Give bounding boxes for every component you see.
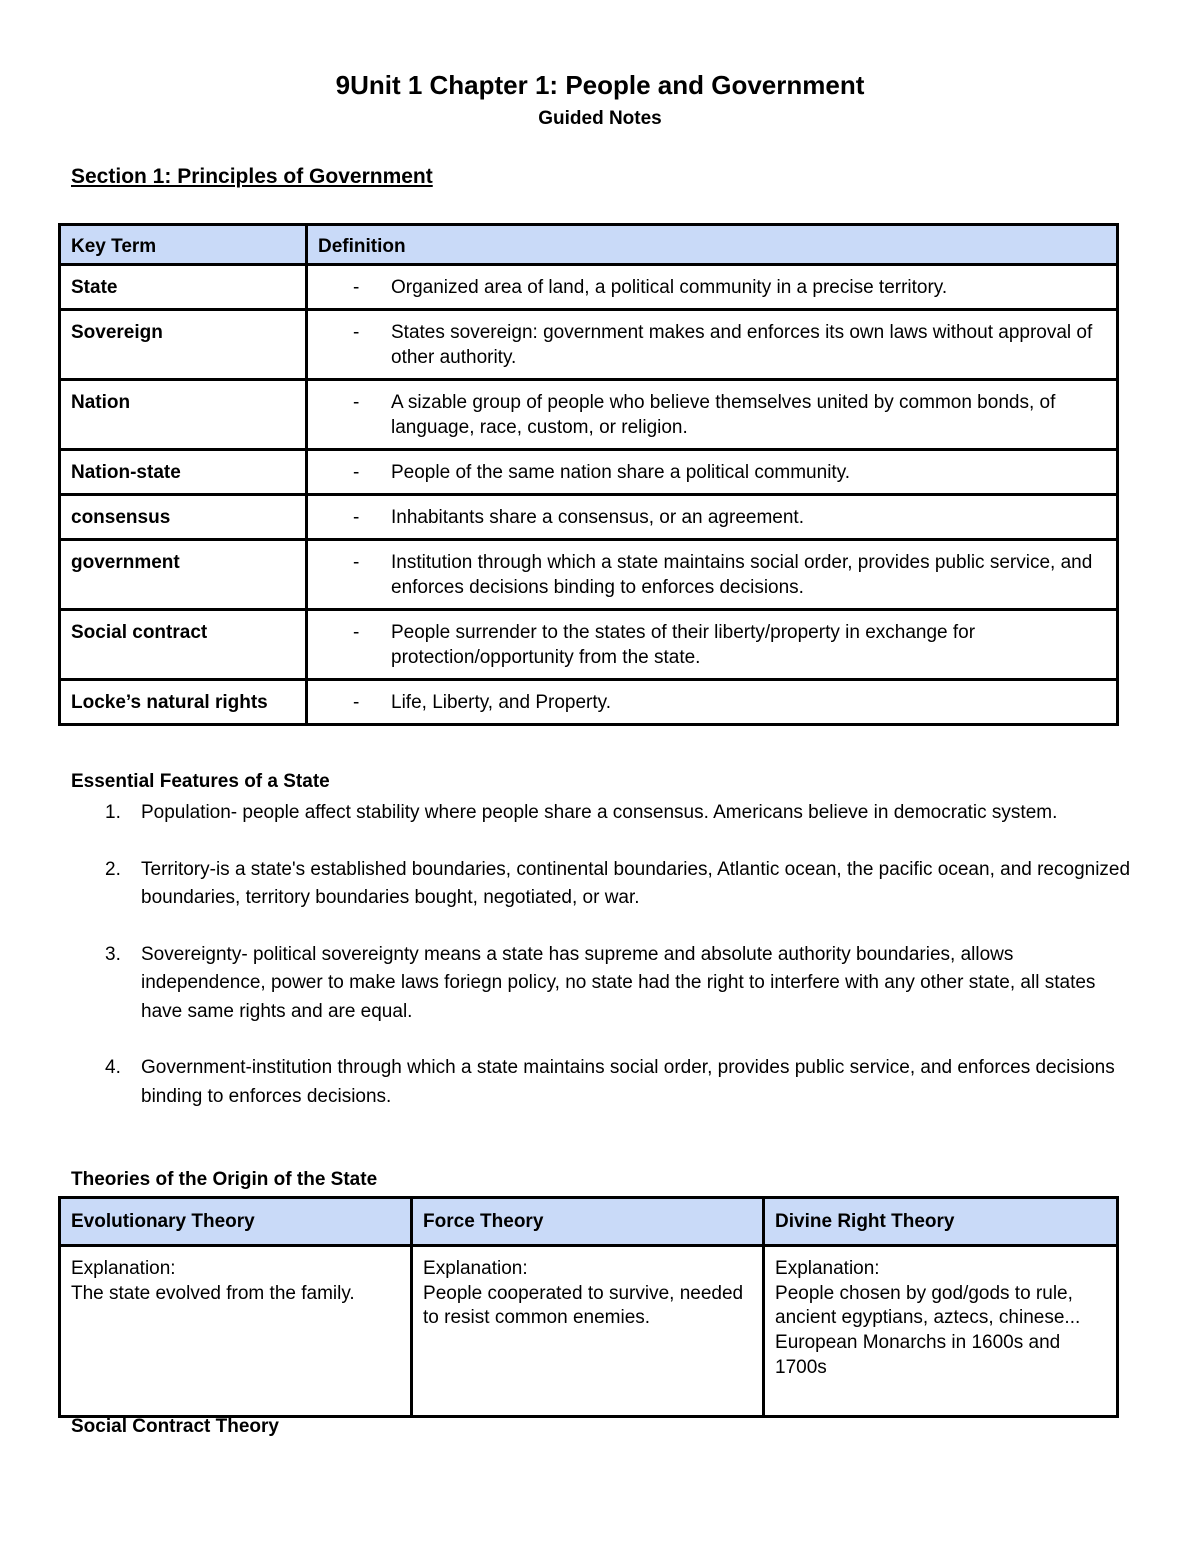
theories-heading: Theories of the Origin of the State [71,1169,378,1190]
list-number-wrap [71,799,141,828]
list-item [71,941,1131,1027]
key-term-column-header: Key Term [60,225,307,265]
definition-text: Inhabitants share a consensus, or an agreement. [391,507,804,528]
definition-text: States sovereign: government makes and enforces its own laws without approval of other authority. [391,322,1093,368]
explanation-text: The state evolved from the family. [71,1282,355,1304]
dash-bullet: - [353,322,360,343]
definition-text: Institution through which a state maintains social order, provides public service, and enforces decisions binding to enforces decisions. [391,552,1093,598]
explanation-text: European Monarchs in 1600s and 1700s [775,1332,1061,1378]
list-item [71,1054,1131,1111]
definition-cell [307,495,1118,540]
list-item-text: Government-institution through which a state maintains social order, provides public service, and enforces decisions binding to enforces decisions. [141,1057,1115,1107]
key-term-cell: consensus [60,495,307,540]
theory-cell [412,1246,764,1417]
definition-column-header: Definition [307,225,1118,265]
table-row [60,450,1118,495]
explanation-label: Explanation: [423,1258,528,1279]
key-term-cell: Nation-state [60,450,307,495]
theory-cell [60,1246,412,1417]
dash-bullet: - [353,692,360,713]
key-term-cell: Social contract [60,610,307,680]
theory-column-header: Divine Right Theory [764,1198,1118,1246]
definition-cell [307,450,1118,495]
list-number-wrap [71,941,141,1027]
definition-item [318,550,1106,600]
dash-bullet: - [353,392,360,413]
list-number: 2. [105,858,121,880]
table-row [60,495,1118,540]
theory-column-header: Evolutionary Theory [60,1198,412,1246]
list-item [71,799,1131,828]
list-number: 3. [105,943,121,965]
table-row [60,680,1118,725]
table-row [60,310,1118,380]
definition-text: Organized area of land, a political community in a precise territory. [391,277,948,298]
definition-cell [307,310,1118,380]
list-item-text: Population- people affect stability where people share a consensus. Americans believe in democratic system. [141,802,1058,823]
definition-text: People of the same nation share a political community. [391,462,851,483]
definition-item [318,390,1106,440]
definition-cell [307,680,1118,725]
list-number: 4. [105,1057,121,1078]
key-term-cell: government [60,540,307,610]
key-term-cell: Nation [60,380,307,450]
definition-cell [307,540,1118,610]
theories-table [58,1196,1119,1418]
table-row [60,1246,1118,1417]
list-item-text: Territory-is a state's established boundaries, continental boundaries, Atlantic ocean, the pacific ocean, and recognized boundaries, territory boundaries bought, negotiated, or war. [141,858,1131,908]
theory-cell [764,1246,1118,1417]
list-item-text: Sovereignty- political sovereignty means a state has supreme and absolute authority boundaries, allows independence, power to make laws foriegn policy, no state had the right to interfere with any other state, all states have same rights and are equal. [141,943,1096,1022]
dash-bullet: - [353,462,360,483]
dash-bullet: - [353,622,360,643]
definition-cell [307,610,1118,680]
page-title: 9Unit 1 Chapter 1: People and Government [335,70,865,100]
list-number: 1. [105,802,121,823]
dash-bullet: - [353,277,360,298]
definition-text: People surrender to the states of their liberty/property in exchange for protection/opportunity from the state. [391,622,976,668]
list-number-wrap [71,1054,141,1111]
list-number-wrap [71,856,141,913]
features-list [71,799,1131,1139]
explanation-label: Explanation: [71,1258,176,1279]
key-term-cell: Sovereign [60,310,307,380]
definition-cell [307,380,1118,450]
definition-text: A sizable group of people who believe themselves united by common bonds, of language, race, custom, or religion. [391,392,1056,438]
dash-bullet: - [353,552,360,573]
definition-item [318,690,1106,715]
table-header-row [60,225,1118,265]
table-row [60,265,1118,310]
table-header-row [60,1198,1118,1246]
definition-item [318,505,1106,530]
definition-text: Life, Liberty, and Property. [391,692,612,713]
dash-bullet: - [353,507,360,528]
table-row [60,540,1118,610]
features-heading: Essential Features of a State [71,771,330,792]
table-row [60,380,1118,450]
definition-cell [307,265,1118,310]
page-subtitle: Guided Notes [538,108,662,129]
theory-column-header: Force Theory [412,1198,764,1246]
definition-item [318,320,1106,370]
social-contract-heading: Social Contract Theory [71,1416,279,1437]
key-term-cell: State [60,265,307,310]
explanation-label: Explanation: [775,1258,880,1279]
list-item [71,856,1131,913]
definition-item [318,275,1106,300]
key-terms-table [58,223,1119,726]
key-term-cell: Locke’s natural rights [60,680,307,725]
explanation-text: People cooperated to survive, needed to resist common enemies. [423,1282,744,1329]
section-heading: Section 1: Principles of Government [71,165,433,188]
table-row [60,610,1118,680]
definition-item [318,460,1106,485]
definition-item [318,620,1106,670]
explanation-text: People chosen by god/gods to rule, ancient egyptians, aztecs, chinese... [775,1282,1081,1329]
